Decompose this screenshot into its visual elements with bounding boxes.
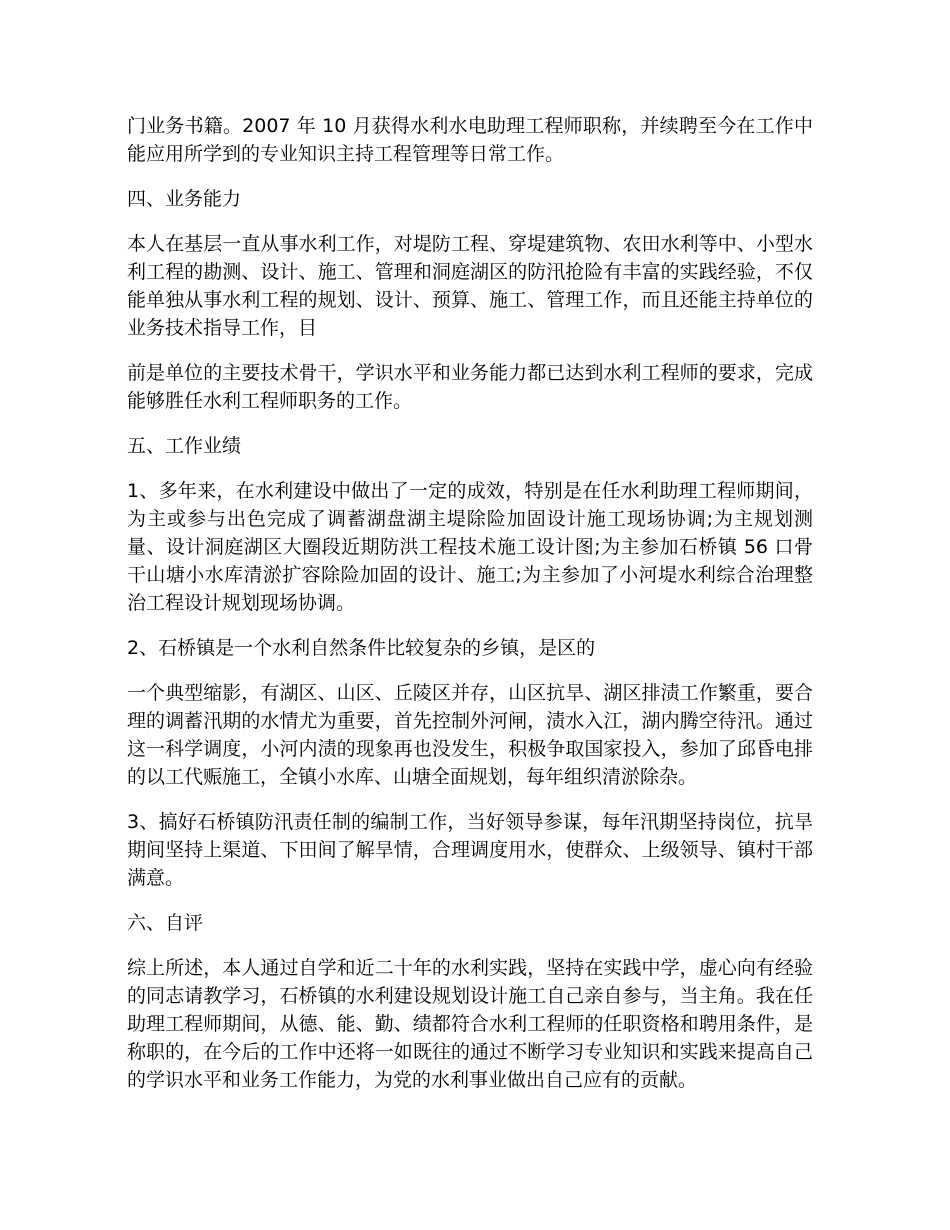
paragraph: 本人在基层一直从事水利工作，对堤防工程、穿堤建筑物、农田水利等中、小型水利工程的勘测、设计、施工、管理和洞庭湖区的防汛抢险有丰富的实践经验，不仅能单独从事水利工程的规划、设计、预算、施工、管理工作，而且还能主持单位的业务技术指导工作，目 — [127, 233, 813, 339]
section-heading-business-ability: 四、业务能力 — [127, 188, 242, 210]
section-heading-work-achievements: 五、工作业绩 — [127, 435, 242, 457]
document-text-area — [127, 112, 813, 1111]
paragraph-list-item-3: 3、搞好石桥镇防汛责任制的编制工作，当好领导参谋，每年汛期坚持岗位，抗旱期间坚持上渠道、下田间了解旱情，合理调度用水，使群众、上级领导、镇村干部满意。 — [127, 811, 813, 889]
paragraph: 一个典型缩影，有湖区、山区、丘陵区并存，山区抗旱、湖区排渍工作繁重，要合理的调蓄汛期的水情尤为重要，首先控制外河闸，渍水入江，湖内腾空待汛。通过这一科学调度，小河内渍的现象再也没发生，积极争取国家投入，参加了邱昏电排的以工代赈施工，全镇小水库、山塘全面规划，每年组织清淤除杂。 — [127, 682, 813, 788]
paragraph-continuation: 门业务书籍。2007 年 10 月获得水利水电助理工程师职称，并续聘至今在工作中能应用所学到的专业知识主持工程管理等日常工作。 — [127, 115, 813, 165]
paragraph-conclusion: 综上所述，本人通过自学和近二十年的水利实践，坚持在实践中学，虚心向有经验的同志请教学习，石桥镇的水利建设规划设计施工自己亲自参与，当主角。我在任助理工程师期间，从德、能、勤、绩都符合水利工程师的任职资格和聘用条件，是称职的，在今后的工作中还将一如既往的通过不断学习专业知识和实践来提高自己的学识水平和业务工作能力，为党的水利事业做出自己应有的贡献。 — [127, 957, 813, 1091]
section-heading-self-evaluation: 六、自评 — [127, 912, 204, 934]
paragraph: 前是单位的主要技术骨干，学识水平和业务能力都已达到水利工程师的要求，完成能够胜任水利工程师职务的工作。 — [127, 362, 813, 412]
paragraph-list-item-1: 1、多年来，在水利建设中做出了一定的成效，特别是在任水利助理工程师期间，为主或参与出色完成了调蓄湖盘湖主堤除险加固设计施工现场协调;为主规划测量、设计洞庭湖区大圈段近期防洪工程技术施工设计图;为主参加石桥镇 56 口骨干山塘小水库清淤扩容除险加固的设计、施工;为主参加了小河堤水利综合治理整治工程设计规划现场协调。 — [127, 480, 813, 614]
paragraph-list-item-2: 2、石桥镇是一个水利自然条件比较复杂的乡镇，是区的 — [127, 637, 596, 659]
